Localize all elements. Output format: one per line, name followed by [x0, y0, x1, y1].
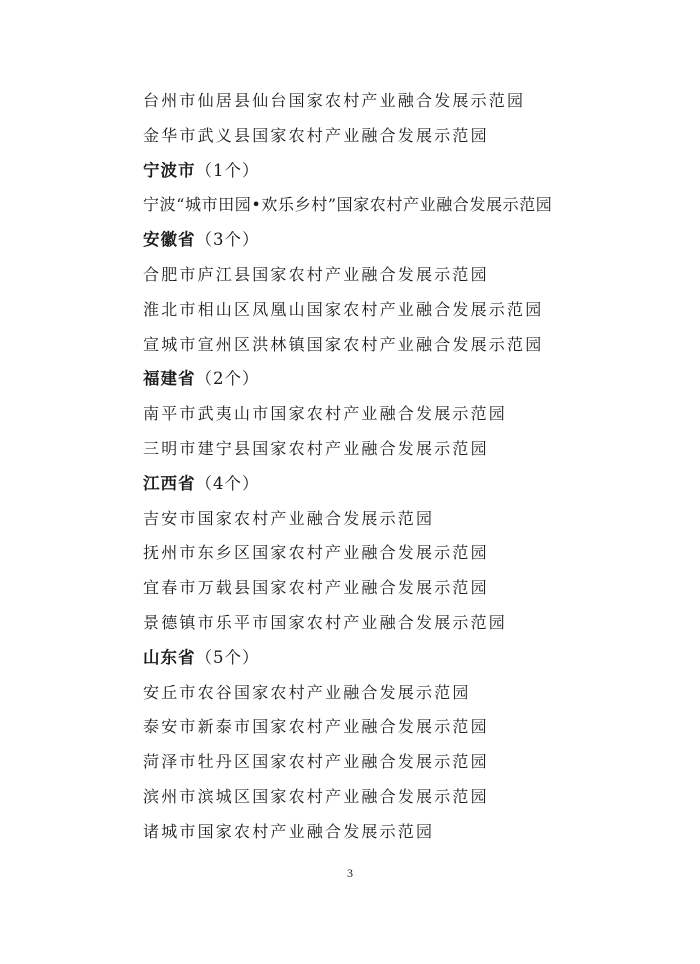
list-item: 宁波“城市田园•欢乐乡村”国家农村产业融合发展示范园: [143, 195, 553, 215]
list-item: 滨州市滨城区国家农村产业融合发展示范园: [143, 786, 489, 806]
list-item: 景德镇市乐平市国家农村产业融合发展示范园: [143, 612, 508, 632]
section-heading-name: 江西省: [143, 473, 196, 493]
list-item: 菏泽市牡丹区国家农村产业融合发展示范园: [143, 752, 489, 772]
section-heading-name: 宁波市: [143, 160, 196, 180]
list-item: 台州市仙居县仙台国家农村产业融合发展示范园: [143, 91, 526, 110]
section-heading: [143, 154, 663, 189]
list-item: 抚州市东乡区国家农村产业融合发展示范园: [143, 543, 489, 563]
section-heading-name: 安徽省: [143, 230, 196, 250]
section-heading: [143, 467, 663, 502]
section-heading: [143, 223, 663, 258]
section-heading: [143, 362, 663, 397]
list-item: 南平市武夷山市国家农村产业融合发展示范园: [143, 404, 508, 424]
section-heading-count: （2个）: [195, 369, 260, 389]
page-number: 3: [347, 866, 353, 880]
list-item: 金华市武义县国家农村产业融合发展示范园: [143, 125, 489, 145]
section-heading-count: （4个）: [195, 473, 260, 493]
section-heading: [143, 641, 663, 676]
document-body: [143, 84, 663, 850]
section-heading-name: 福建省: [143, 369, 196, 389]
list-item: 合肥市庐江县国家农村产业融合发展示范园: [143, 264, 489, 284]
list-item: 诸城市国家农村产业融合发展示范园: [143, 821, 435, 841]
list-item: 三明市建宁县国家农村产业融合发展示范园: [143, 438, 489, 458]
list-item: 泰安市新泰市国家农村产业融合发展示范园: [143, 717, 489, 737]
section-heading-count: （5个）: [195, 647, 260, 667]
list-item: 宜春市万载县国家农村产业融合发展示范园: [143, 578, 489, 598]
section-heading-count: （1个）: [195, 160, 260, 180]
list-item: 安丘市农谷国家农村产业融合发展示范园: [143, 682, 471, 702]
list-item: 吉安市国家农村产业融合发展示范园: [143, 508, 435, 528]
list-item: 宣城市宣州区洪林镇国家农村产业融合发展示范园: [143, 334, 544, 354]
section-heading-name: 山东省: [143, 647, 196, 667]
section-heading-count: （3个）: [195, 230, 260, 250]
list-item: 淮北市相山区凤凰山国家农村产业融合发展示范园: [143, 299, 544, 319]
